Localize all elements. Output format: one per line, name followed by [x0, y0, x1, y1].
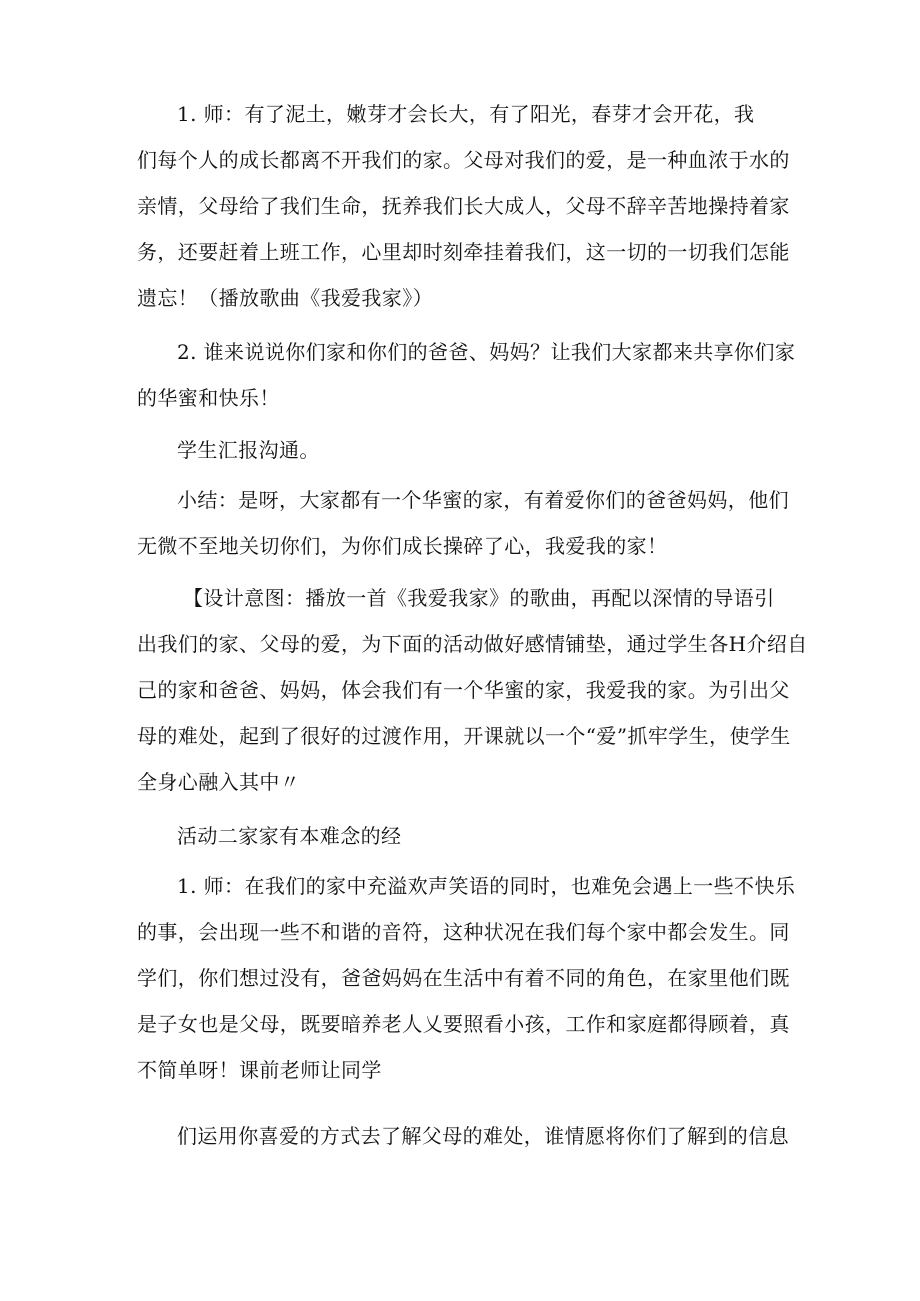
summary-line-1: 小结：是呀，大家都有一个华蜜的家，有着爱你们的爸爸妈妈，他们	[177, 488, 789, 512]
paragraph-1-line-1: 1. 师：有了泥土，嫩芽才会长大，有了阳光，春芽才会开花，我	[177, 102, 755, 126]
paragraph-4-line-1: 们运用你喜爱的方式去了解父母的难处，谁情愿将你们了解到的信息	[177, 1124, 789, 1148]
design-intent-line-2: 出我们的家、父母的爱，为下面的活动做好感情铺垫，通过学生各H介绍自	[137, 632, 808, 656]
paragraph-3-line-5: 不简单呀！课前老师让同学	[137, 1058, 382, 1082]
design-intent-line-1: 【设计意图：播放一首《我爱我家》的歌曲，再配以深情的导语引	[183, 586, 775, 610]
paragraph-3-line-2: 的事，会出现一些不和谐的音符，这种状况在我们每个家中都会发生。同	[137, 920, 790, 944]
design-intent-line-4: 母的难处，起到了很好的过渡作用，开课就以一个“爱”抓牢学生，使学生	[137, 724, 791, 748]
paragraph-1-line-5: 遗忘！（播放歌曲《我爱我家》）	[137, 286, 433, 310]
design-intent-line-3: 己的家和爸爸、妈妈，体会我们有一个华蜜的家，我爱我的家。为引出父	[137, 678, 790, 702]
student-report-line: 学生汇报沟通。	[177, 438, 320, 462]
paragraph-1-line-3: 亲情，父母给了我们生命，抚养我们长大成人，父母不辞辛苦地操持着家	[137, 194, 790, 218]
paragraph-3-line-3: 学们，你们想过没有，爸爸妈妈在生活中有着不同的角色，在家里他们既	[137, 966, 790, 990]
paragraph-3-line-1: 1. 师：在我们的家中充溢欢声笑语的同时，也难免会遇上一些不快乐	[177, 874, 796, 898]
activity-two-heading: 活动二家家有本难念的经	[177, 824, 402, 848]
paragraph-1-line-2: 们每个人的成长都离不开我们的家。父母对我们的爱，是一种血浓于水的	[137, 148, 790, 172]
summary-line-2: 无微不至地关切你们，为你们成长操碎了心，我爱我的家！	[137, 534, 668, 558]
paragraph-2-line-1: 2. 谁来说说你们家和你们的爸爸、妈妈？让我们大家都来共享你们家	[177, 340, 796, 364]
paragraph-2-line-2: 的华蜜和快乐！	[137, 386, 280, 410]
design-intent-line-5: 全身心融入其中〃	[137, 770, 301, 794]
paragraph-1-line-4: 务，还要赶着上班工作，心里却时刻牵挂着我们，这一切的一切我们怎能	[137, 240, 790, 264]
paragraph-3-line-4: 是子女也是父母，既要暗养老人乂要照看小孩，工作和家庭都得顾着，真	[137, 1012, 790, 1036]
